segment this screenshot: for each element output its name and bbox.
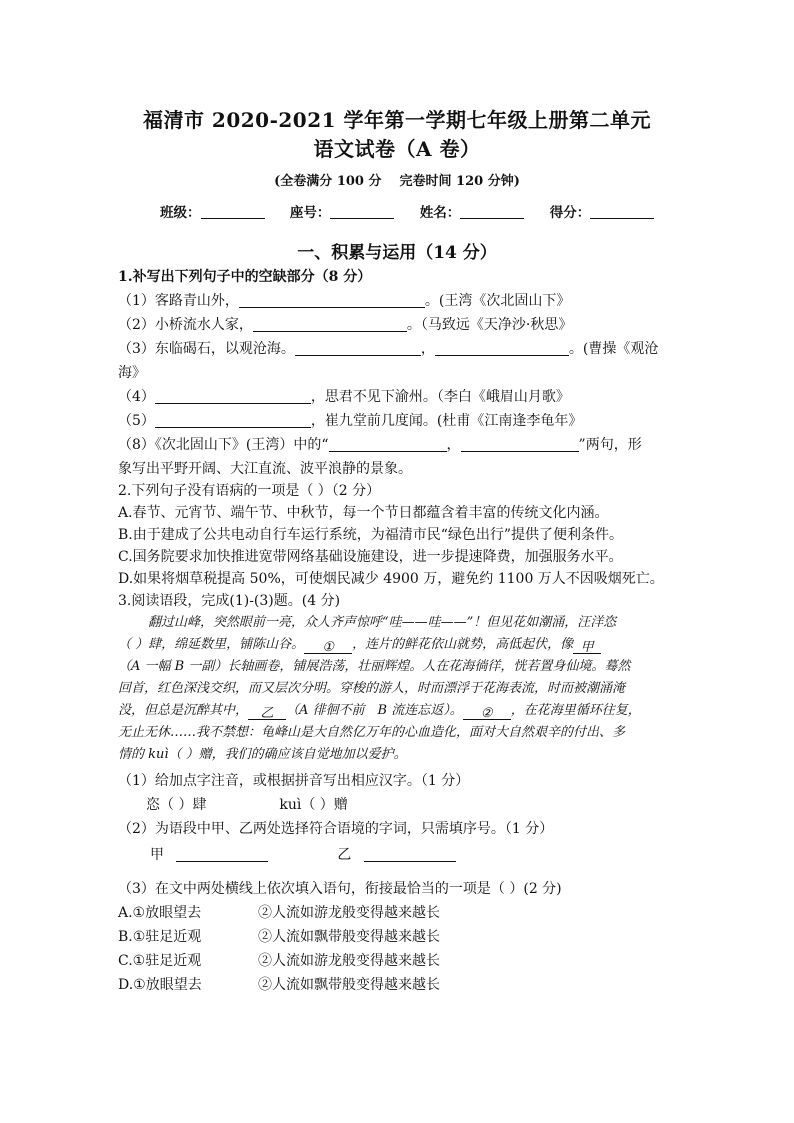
name-label: 姓名： [419, 205, 461, 221]
option-part1: A.①放眼望去 [118, 905, 202, 921]
answer-blank[interactable] [295, 339, 421, 356]
passage-text: 没，但总是沉醉其中， [118, 703, 249, 718]
q1-item-sep: ， [420, 341, 435, 357]
name-field[interactable] [460, 204, 524, 219]
score-field[interactable] [590, 204, 654, 219]
q1-item [118, 410, 678, 432]
option-part2: ②人流如游龙般变得越来越长 [258, 905, 440, 921]
blank-2[interactable] [463, 703, 511, 720]
q1-item-source: ”两句，形 [578, 437, 642, 453]
q2-option-a[interactable]: A.春节、元宵节、端午节、中秋节，每一个节日都蕴含着丰富的传统文化内涵。 [118, 505, 609, 521]
q1-item-source: ，思君不见下渝州。（李白《峨眉山月歌》 [310, 389, 570, 405]
section-title: 一、积累与运用（14 分） [297, 243, 497, 263]
q1-item [118, 386, 678, 408]
q2-option-c[interactable]: C.国务院要求加快推进宽带网络基础设施建设，进一步提速降费，加强服务水平。 [118, 549, 623, 565]
blank-yi[interactable] [248, 703, 286, 720]
sub2-jia-label: 甲 [150, 847, 164, 863]
passage-text: ，连片的鲜花依山就势，高低起伏，像 [352, 637, 574, 652]
q3-sub2-answers [150, 844, 710, 866]
q1-item-cont: 象写出平野开阔、大江直流、波平浪静的景象。 [118, 461, 412, 477]
sub1-b: kuì（ ）赠 [279, 797, 348, 813]
blank-1[interactable] [304, 637, 352, 654]
q1-item-source: ，崔九堂前几度闻。(杜甫《江南逢李龟年》 [310, 413, 583, 429]
answer-blank[interactable] [155, 411, 311, 428]
q1-item-source: 。(曹操《观沧 [568, 341, 659, 357]
q3-sub2: （2）为语段中甲、乙两处选择符合语境的字词，只需填序号。（1 分） [118, 821, 554, 837]
q3-sub1: （1）给加点字注音，或根据拼音写出相应汉字。（1 分） [118, 773, 470, 789]
option-part1: B.①驻足近观 [118, 929, 202, 945]
q1-item [118, 338, 678, 360]
passage-text: （ ）肆，绵延数里，铺陈山谷。 [118, 637, 305, 652]
passage-text: （A 徘徊不前 B 流连忘返）。 [286, 703, 463, 718]
passage-line: 回首，红色深浅交织，而又层次分明。穿梭的游人，时而漂浮于花海表流，时而被潮涌淹 [118, 681, 626, 696]
q3-sub1-answers [146, 794, 706, 816]
option-part2: ②人流如飘带般变得越来越长 [258, 929, 440, 945]
q1-item [118, 434, 678, 456]
q2-option-d[interactable]: D.如果将烟草税提高 50%，可使烟民减少 4900 万，避免约 1100 万人不因吸烟死亡。 [118, 571, 664, 587]
q1-item-text: （2）小桥流水人家， [118, 317, 253, 333]
answer-blank[interactable] [253, 315, 407, 332]
passage-line [118, 700, 678, 722]
q1-item [118, 290, 678, 312]
q3-sub3: （3）在文中两处横线上依次填入语句，衔接最恰当的一项是（ ）(2 分) [118, 881, 562, 897]
q2-option-b[interactable]: B.由于建成了公共电动自行车运行系统，为福清市民“绿色出行”提供了便利条件。 [118, 527, 624, 543]
q1-item-text: （8）《次北固山下》(王湾）中的“ [118, 437, 329, 453]
q2-stem: 2.下列句子没有语病的一项是（ ）（2 分） [118, 483, 381, 499]
score-label: 得分： [549, 205, 591, 221]
score-note: (全卷满分 100 分 [274, 174, 382, 189]
q3-option[interactable] [118, 926, 678, 948]
option-part1: D.①放眼望去 [118, 977, 202, 993]
answer-blank[interactable] [155, 387, 311, 404]
q1-item-text: （1）客路青山外， [118, 293, 239, 309]
option-part2: ②人流如游龙般变得越来越长 [258, 953, 440, 969]
exam-note [0, 170, 794, 189]
passage-text: ，在花海里循环往复， [510, 703, 641, 718]
sub1-a: 恣（ ）肆 [146, 797, 207, 813]
q1-item [118, 314, 678, 336]
passage-line: 无止无休……我不禁想：龟峰山是大自然亿万年的心血造化，面对大自然艰辛的付出、多 [118, 725, 626, 740]
blank-2-marker: ② [480, 706, 493, 721]
q1-item-sep: ， [446, 437, 461, 453]
answer-blank[interactable] [364, 845, 456, 862]
exam-title-line1: 福清市 2020-2021 学年第一学期七年级上册第二单元 [142, 108, 652, 132]
class-label: 班级： [160, 205, 201, 221]
student-info-row [160, 201, 640, 221]
seat-field[interactable] [330, 204, 394, 219]
q1-item-text: （3）东临碣石，以观沧海。 [118, 341, 295, 357]
q1-item-source: 。（马致远《天净沙·秋思》 [406, 317, 573, 333]
q3-stem: 3.阅读语段，完成(1)-(3)题。(4 分) [118, 593, 341, 609]
answer-blank[interactable] [461, 435, 579, 452]
option-part1: C.①驻足近观 [118, 953, 202, 969]
q3-option[interactable] [118, 902, 678, 924]
q1-item-text: （5） [118, 413, 155, 429]
answer-blank[interactable] [435, 339, 569, 356]
seat-label: 座号： [289, 205, 331, 221]
answer-blank[interactable] [239, 291, 425, 308]
passage-line [118, 634, 678, 656]
sub2-yi-label: 乙 [337, 847, 352, 863]
class-field[interactable] [201, 204, 265, 219]
answer-blank[interactable] [329, 435, 447, 452]
passage-line: 翻过山峰，突然眼前一亮，众人齐声惊呼“哇——哇——”！但见花如潮涌，汪洋恣 [148, 615, 617, 630]
blank-jia-marker: 甲 [580, 640, 594, 655]
option-part2: ②人流如飘带般变得越来越长 [258, 977, 440, 993]
exam-title-line2: 语文试卷（A 卷） [313, 137, 481, 161]
q3-option[interactable] [118, 974, 678, 996]
blank-yi-marker: 乙 [260, 706, 274, 721]
passage-line: （A 一幅 B 一副）长轴画卷，铺展浩荡，壮丽辉煌。人在花海徜徉，恍若置身仙境。蓦然 [118, 659, 631, 674]
q3-option[interactable] [118, 950, 678, 972]
passage-line: 情的 kuì（ ）赠，我们的确应该自觉地加以爱护。 [118, 747, 407, 762]
blank-1-marker: ① [322, 640, 334, 655]
q1-item-source: 。(王湾《次北固山下》 [424, 293, 571, 309]
answer-blank[interactable] [176, 845, 268, 862]
q1-item-text: （4） [118, 389, 155, 405]
q1-stem: 1.补写出下列句子中的空缺部分（8 分） [118, 269, 372, 285]
blank-jia[interactable] [573, 637, 601, 654]
q1-item-cont: 海》 [118, 365, 146, 381]
time-note: 完卷时间 120 分钟) [399, 174, 520, 189]
